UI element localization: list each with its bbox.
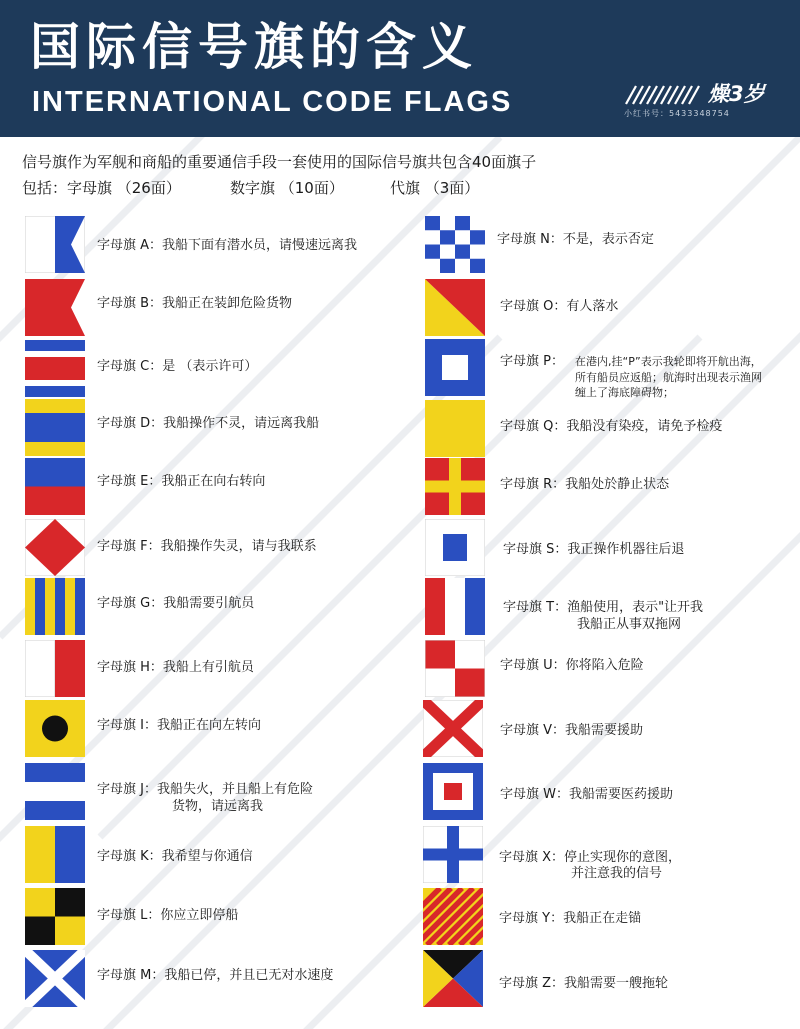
flag-m-icon — [25, 950, 85, 1007]
flag-k-icon — [25, 826, 85, 883]
background-watermark — [0, 137, 800, 1029]
flag-v-meaning: 字母旗 V：我船需要援助 — [500, 723, 644, 738]
flag-i-icon — [25, 700, 85, 757]
flag-j-meaning-line1: 字母旗 J：我船失火，并且船上有危险 — [97, 782, 313, 797]
flag-m-meaning: 字母旗 M：我船已停，并且已无对水速度 — [97, 968, 334, 983]
flag-c-meaning: 字母旗 C：是 （表示许可） — [97, 359, 258, 374]
flag-e-meaning: 字母旗 E：我船正在向右转向 — [97, 474, 266, 489]
flag-k-meaning: 字母旗 K：我希望与你通信 — [97, 849, 253, 864]
category-substitute-flags: 代旗 （3面） — [390, 179, 480, 197]
flag-n-icon — [425, 216, 485, 273]
flag-y-icon — [423, 888, 483, 945]
flag-s-meaning: 字母旗 S：我正操作机器往后退 — [503, 542, 685, 557]
flag-x-icon — [423, 826, 483, 883]
flag-q-icon — [425, 400, 485, 457]
flag-f-icon — [25, 519, 85, 576]
flag-w-icon — [423, 763, 483, 820]
flag-i-meaning: 字母旗 I：我船正在向左转向 — [97, 718, 261, 733]
flag-l-icon — [25, 888, 85, 945]
flag-o-icon — [425, 279, 485, 336]
flag-w-meaning: 字母旗 W：我船需要医药援助 — [500, 787, 673, 802]
flag-a-icon — [25, 216, 85, 273]
brand-name: 燥3岁 — [708, 82, 765, 106]
flag-j-icon — [25, 763, 85, 820]
flag-x-meaning-line2: 并注意我的信号 — [571, 866, 663, 881]
flag-t-meaning-line1: 字母旗 T：渔船使用，表示"让开我 — [503, 600, 704, 615]
flag-h-icon — [25, 640, 85, 697]
flag-p-meaning-line1: 在港内,挂“P”表示我轮即将开航出海， — [575, 355, 762, 368]
brand-logo — [624, 80, 784, 120]
intro-text: 信号旗作为军舰和商船的重要通信手段一套使用的国际信号旗共包含40面旗子 — [22, 153, 537, 171]
page-subtitle: INTERNATIONAL CODE FLAGS — [32, 86, 513, 118]
flag-g-icon — [25, 578, 85, 635]
flag-z-icon — [423, 950, 483, 1007]
flag-r-meaning: 字母旗 R：我船处於静止状态 — [500, 477, 670, 492]
flag-j-meaning-line2: 货物，请远离我 — [172, 799, 264, 814]
flag-x-meaning-line1: 字母旗 X：停止实现你的意图， — [499, 850, 682, 865]
flag-p-meaning-line2: 所有船员应返船；航海时出现表示渔网 — [575, 371, 762, 384]
flag-q-meaning: 字母旗 Q：我船没有染疫，请免予检疫 — [500, 419, 723, 434]
flag-v-icon — [423, 700, 483, 757]
category-number-flags: 数字旗 （10面） — [230, 179, 344, 197]
flag-g-meaning: 字母旗 G：我船需要引航员 — [97, 596, 255, 611]
flag-p-meaning-line3: 缠上了海底障碍物； — [575, 386, 674, 399]
flag-p-meaning-head: 字母旗 P： — [500, 354, 564, 369]
flag-d-icon — [25, 399, 85, 456]
flag-l-meaning: 字母旗 L：你应立即停船 — [97, 908, 239, 923]
category-letter-flags: 包括：字母旗 （26面） — [22, 179, 181, 197]
flag-a-meaning: 字母旗 A：我船下面有潜水员，请慢速远离我 — [97, 238, 358, 253]
flag-b-icon — [25, 279, 85, 336]
flag-h-meaning: 字母旗 H：我船上有引航员 — [97, 660, 254, 675]
flag-u-icon — [425, 640, 485, 697]
flag-d-meaning: 字母旗 D：我船操作不灵，请远离我船 — [97, 416, 320, 431]
flag-u-meaning: 字母旗 U：你将陷入危险 — [500, 658, 644, 673]
flag-o-meaning: 字母旗 O：有人落水 — [500, 299, 619, 314]
flag-p-icon — [425, 339, 485, 396]
flag-b-meaning: 字母旗 B：我船正在装卸危险货物 — [97, 296, 293, 311]
flag-z-meaning: 字母旗 Z：我船需要一艘拖轮 — [499, 976, 669, 991]
flag-t-icon — [425, 578, 485, 635]
flag-r-icon — [425, 458, 485, 515]
flag-f-meaning: 字母旗 F：我船操作失灵，请与我联系 — [97, 539, 317, 554]
flag-e-icon — [25, 458, 85, 515]
brand-id: 小红书号：5433348754 — [624, 109, 730, 118]
flag-c-icon — [25, 340, 85, 397]
flag-t-meaning-line2: 我船正从事双拖网 — [577, 617, 682, 632]
stripes-logo-icon — [624, 84, 702, 106]
page-title: 国际信号旗的含义 — [30, 18, 478, 76]
flag-s-icon — [425, 519, 485, 576]
flag-n-meaning: 字母旗 N：不是，表示否定 — [497, 232, 654, 247]
flag-y-meaning: 字母旗 Y：我船正在走锚 — [499, 911, 642, 926]
header-banner — [0, 0, 800, 137]
